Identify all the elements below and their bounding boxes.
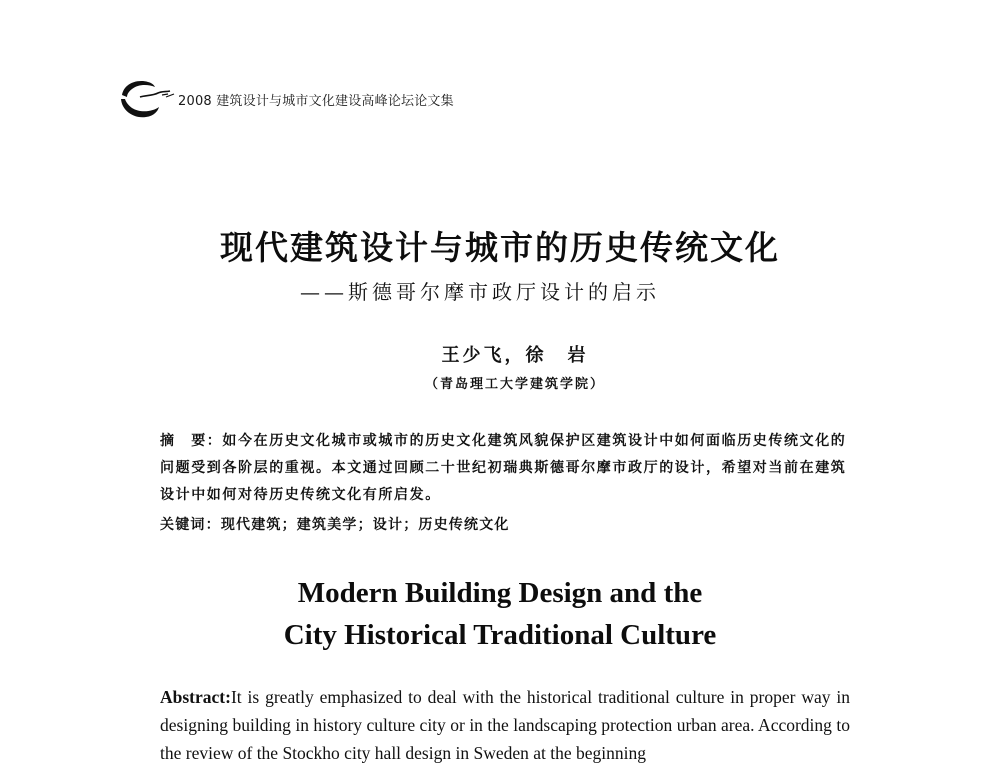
- paper-title-chinese: 现代建筑设计与城市的历史传统文化: [220, 228, 780, 267]
- abstract-chinese-label: 摘 要：: [160, 433, 223, 449]
- keywords-chinese-text: 现代建筑；建筑美学；设计；历史传统文化: [220, 517, 510, 533]
- authors-chinese: 王少飞，徐 岩: [441, 345, 589, 366]
- abstract-chinese-text: 如今在历史文化城市或城市的历史文化建筑风貌保护区建筑设计中如何面临历史传统文化的问题受到各阶层的重视。本文通过回顾二十世纪初瑞典斯德哥尔摩市政厅的设计，希望对当前在建筑设计中如何对待历史传统文化有所启发。: [160, 433, 847, 503]
- abstract-english: [160, 683, 850, 767]
- paper-title-english-line2: City Historical Traditional Culture: [283, 619, 717, 651]
- running-header: [118, 74, 454, 122]
- keywords-chinese-label: 关键词：: [160, 517, 221, 533]
- abstract-english-text: It is greatly emphasized to deal with the historical traditional culture in proper way in designing building in history culture city or in the landscaping protection urban area. According to the review of the Stockho city hall design in Sweden at the beginning: [160, 687, 850, 763]
- keywords-chinese: [160, 514, 510, 534]
- paper-title-english: [0, 572, 1000, 656]
- paper-subtitle-chinese: ——斯德哥尔摩市政厅设计的启示: [300, 280, 660, 304]
- affiliation-chinese: （青岛理工大学建筑学院）: [424, 377, 605, 392]
- abstract-english-label: Abstract:: [160, 687, 231, 707]
- conference-logo-icon: [118, 75, 176, 121]
- conference-series-title: 2008 建筑设计与城市文化建设高峰论坛论文集: [178, 93, 454, 109]
- paper-title-english-line1: Modern Building Design and the: [297, 577, 703, 609]
- abstract-chinese: [160, 428, 850, 509]
